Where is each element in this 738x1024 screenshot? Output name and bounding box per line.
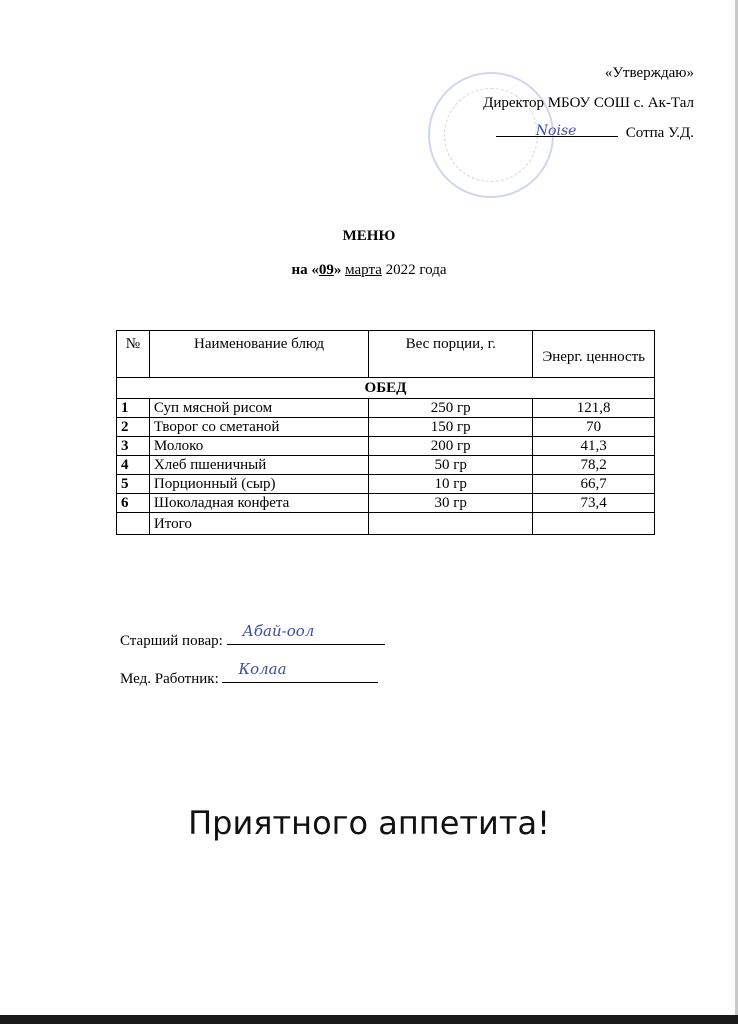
dish-weight: 50 гр — [369, 456, 533, 475]
medic-signature: Колаа — [238, 660, 287, 678]
total-row — [117, 513, 655, 535]
dish-name: Суп мясной рисом — [149, 399, 368, 418]
dish-name: Шоколадная конфета — [149, 494, 368, 513]
dish-energy: 70 — [533, 418, 655, 437]
date-day: 09 — [318, 262, 334, 278]
dish-name: Молоко — [149, 437, 368, 456]
row-number: 1 — [117, 399, 150, 418]
table-row — [117, 475, 655, 494]
dish-name: Творог со сметаной — [149, 418, 368, 437]
col-number-header: № — [117, 331, 150, 378]
row-number: 5 — [117, 475, 150, 494]
medic-signature-line — [222, 660, 378, 683]
table-header-row — [117, 331, 655, 378]
table-row — [117, 456, 655, 475]
dish-energy: 78,2 — [533, 456, 655, 475]
dish-weight: 200 гр — [369, 437, 533, 456]
dish-name: Хлеб пшеничный — [149, 456, 368, 475]
director-signature: Noise — [535, 123, 577, 139]
scan-edge-bottom — [0, 1015, 738, 1024]
table-row — [117, 418, 655, 437]
medic-row — [120, 660, 378, 688]
director-title: Директор МБОУ СОШ с. Ак-Тал — [483, 95, 694, 111]
table-row — [117, 494, 655, 513]
director-signature-row — [483, 118, 694, 148]
dish-energy: 121,8 — [533, 399, 655, 418]
chef-signature-line — [227, 622, 385, 645]
menu-table — [116, 330, 655, 535]
row-number: 3 — [117, 437, 150, 456]
total-empty-cell — [117, 513, 150, 535]
row-number: 4 — [117, 456, 150, 475]
director-signature-line — [496, 120, 618, 137]
dish-name: Порционный (сыр) — [149, 475, 368, 494]
col-energy-header: Энерг. ценность — [533, 331, 655, 378]
total-energy — [533, 513, 655, 535]
menu-title: МЕНЮ — [342, 228, 396, 244]
table-row — [117, 399, 655, 418]
medic-label: Мед. Работник: — [120, 671, 219, 687]
total-weight — [369, 513, 533, 535]
col-weight-header: Вес порции, г. — [369, 331, 533, 378]
date-year: 2022 года — [381, 262, 447, 278]
total-label: Итого — [149, 513, 368, 535]
section-row — [117, 378, 655, 399]
dish-weight: 150 гр — [369, 418, 533, 437]
dish-weight: 30 гр — [369, 494, 533, 513]
table-row — [117, 437, 655, 456]
approve-word: «Утверждаю» — [604, 65, 694, 81]
chef-row — [120, 622, 385, 650]
dish-energy: 66,7 — [533, 475, 655, 494]
dish-weight: 10 гр — [369, 475, 533, 494]
col-name-header: Наименование блюд — [149, 331, 368, 378]
menu-date: на «09» марта 2022 года — [291, 262, 447, 278]
chef-signature: Абай-оол — [242, 622, 315, 640]
bon-appetit-text: Приятного аппетита! — [188, 804, 550, 842]
chef-label: Старший повар: — [120, 633, 223, 649]
date-month: марта — [345, 262, 382, 278]
approval-block — [483, 58, 694, 148]
row-number: 2 — [117, 418, 150, 437]
row-number: 6 — [117, 494, 150, 513]
director-name: Сотпа У.Д. — [625, 125, 694, 141]
dish-energy: 73,4 — [533, 494, 655, 513]
dish-energy: 41,3 — [533, 437, 655, 456]
section-label: ОБЕД — [117, 378, 655, 399]
dish-weight: 250 гр — [369, 399, 533, 418]
